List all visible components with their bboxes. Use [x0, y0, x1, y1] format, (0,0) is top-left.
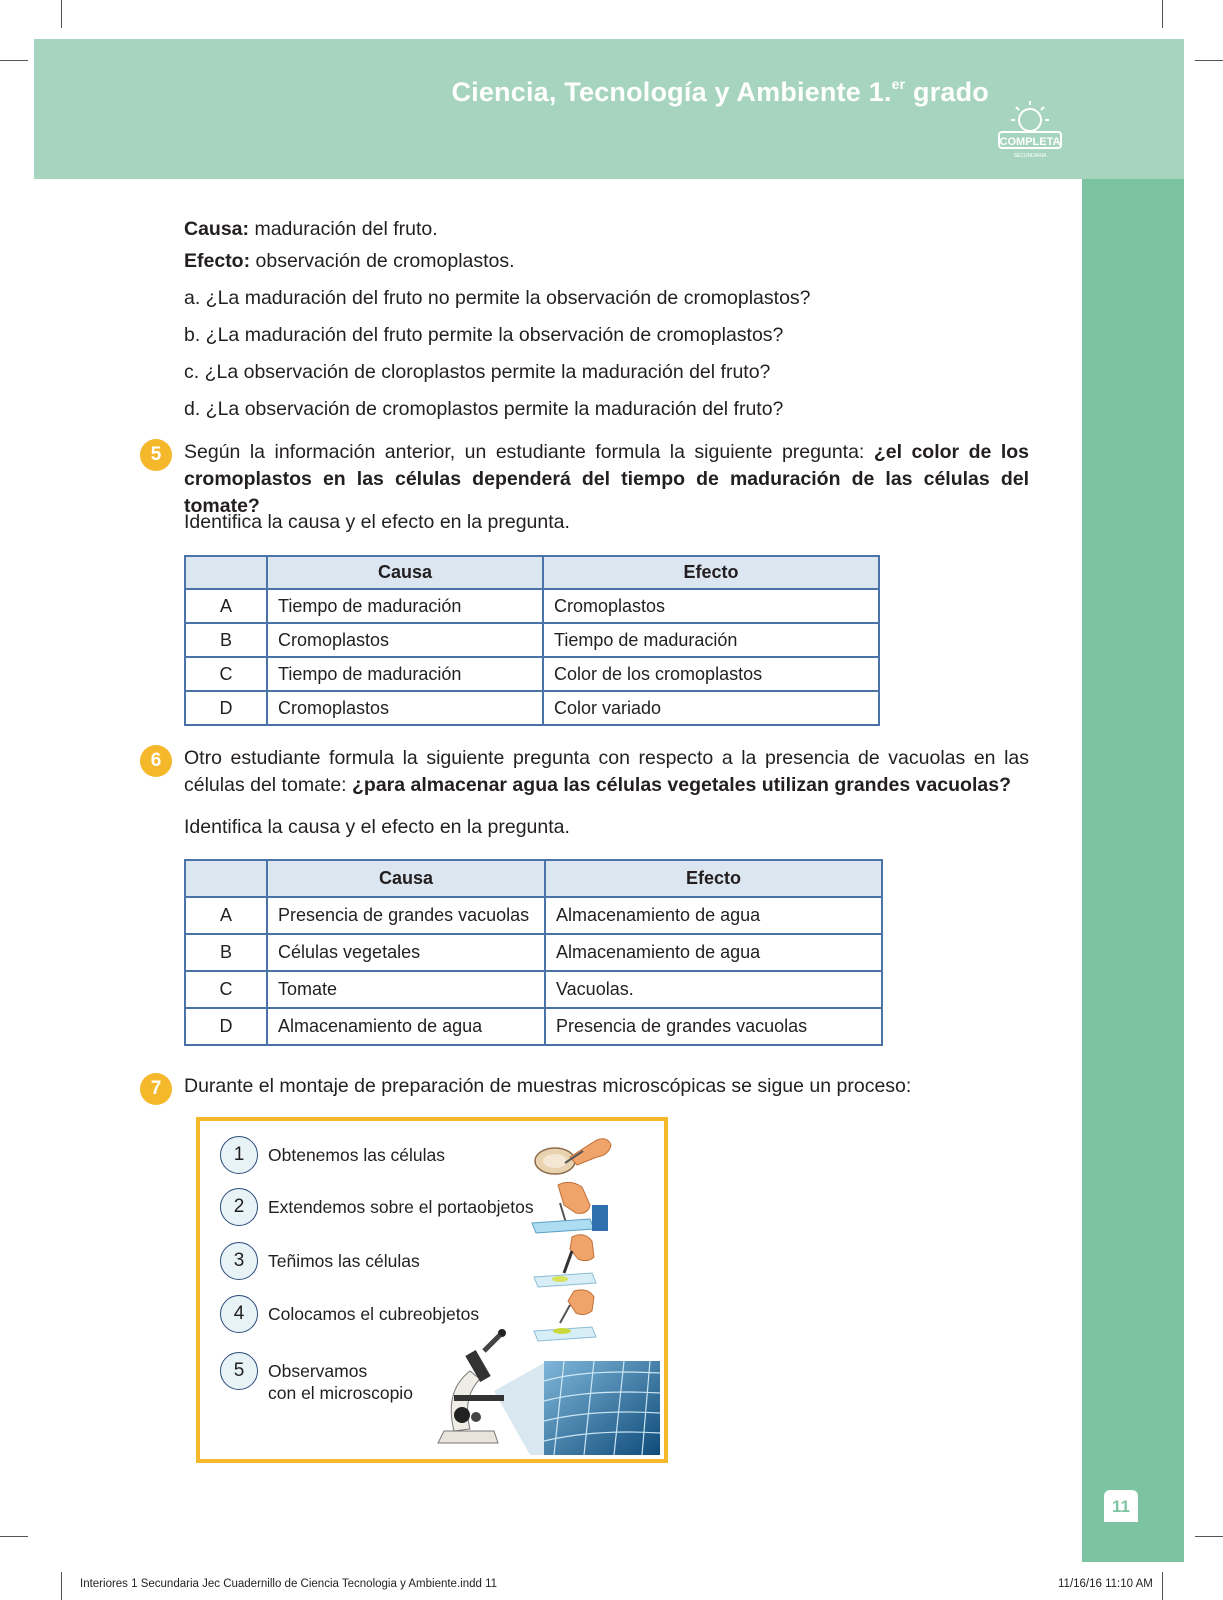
- question-5-text: Según la información anterior, un estudiante formula la siguiente pregunta: ¿el color de los cromoplastos en las células dependerá del tiempo de maduración de las células del tomate?: [184, 441, 1029, 517]
- question-6-instruction: Identifica la causa y el efecto en la pregunta.: [184, 816, 570, 838]
- crop-mark: [0, 1536, 28, 1537]
- cause-cell: Células vegetales: [267, 934, 545, 971]
- table-row: [185, 691, 879, 725]
- row-letter: C: [185, 971, 267, 1008]
- causa-line: Causa: maduración del fruto.: [184, 218, 438, 240]
- crop-mark: [1162, 1572, 1163, 1600]
- effect-cell: Presencia de grandes vacuolas: [545, 1008, 882, 1045]
- row-letter: B: [185, 934, 267, 971]
- option-b: b. ¿La maduración del fruto permite la observación de cromoplastos?: [184, 324, 784, 346]
- crop-mark: [61, 1572, 62, 1600]
- cause-cell: Almacenamiento de agua: [267, 1008, 545, 1045]
- hand-dropper-illustration: [530, 1233, 615, 1288]
- effect-cell: Almacenamiento de agua: [545, 897, 882, 934]
- row-letter: D: [185, 691, 267, 725]
- svg-text:SECUNDARIA: SECUNDARIA: [1013, 153, 1047, 159]
- table-header-cell: Causa: [267, 860, 545, 897]
- crop-mark: [0, 60, 28, 61]
- table-row: [185, 934, 882, 971]
- row-letter: C: [185, 657, 267, 691]
- option-a: a. ¿La maduración del fruto no permite la observación de cromoplastos?: [184, 287, 811, 309]
- effect-cell: Cromoplastos: [543, 589, 879, 623]
- effect-cell: Color de los cromoplastos: [543, 657, 879, 691]
- table-header-cell: Causa: [267, 556, 543, 589]
- efecto-line: Efecto: observación de cromoplastos.: [184, 250, 515, 272]
- cause-cell: Presencia de grandes vacuolas: [267, 897, 545, 934]
- cause-cell: Tiempo de maduración: [267, 657, 543, 691]
- hand-slide-illustration: [530, 1179, 615, 1234]
- row-letter: B: [185, 623, 267, 657]
- step-number: 4: [220, 1295, 258, 1333]
- table-header-row: [185, 860, 882, 897]
- step-label: Obtenemos las células: [268, 1145, 446, 1165]
- crop-mark: [1195, 60, 1223, 61]
- footer-file-info: Interiores 1 Secundaria Jec Cuadernillo de Ciencia Tecnologia y Ambiente.indd 11: [80, 1578, 498, 1590]
- process-box: [196, 1117, 668, 1463]
- cause-cell: Tomate: [267, 971, 545, 1008]
- step-label: Extendemos sobre el portaobjetos: [268, 1197, 534, 1217]
- table-row: [185, 897, 882, 934]
- question-7-text: Durante el montaje de preparación de muestras microscópicas se sigue un proceso:: [184, 1075, 912, 1097]
- page-number: 11: [1104, 1490, 1138, 1522]
- step-number: 1: [220, 1136, 258, 1174]
- effect-cell: Almacenamiento de agua: [545, 934, 882, 971]
- table-header-cell: Efecto: [543, 556, 879, 589]
- cause-cell: Cromoplastos: [267, 623, 543, 657]
- step-number: 5: [220, 1352, 258, 1390]
- jec-logo: [985, 96, 1075, 162]
- crop-mark: [61, 0, 62, 28]
- q5-cause-effect-table: [184, 555, 880, 726]
- step-number: 3: [220, 1242, 258, 1280]
- table-row: [185, 589, 879, 623]
- row-letter: A: [185, 897, 267, 934]
- question-number-5: 5: [140, 439, 172, 471]
- cause-cell: Cromoplastos: [267, 691, 543, 725]
- page-title: Ciencia, Tecnología y Ambiente 1.$^{er}$ grado: [451, 76, 989, 107]
- effect-cell: Color variado: [543, 691, 879, 725]
- footer-date-time: 11/16/16 11:10 AM: [1058, 1578, 1153, 1590]
- table-header-row: [185, 556, 879, 589]
- option-d: d. ¿La observación de cromoplastos permite la maduración del fruto?: [184, 398, 784, 420]
- table-header-cell: [185, 556, 267, 589]
- crop-mark: [1162, 0, 1163, 28]
- side-bar: [1082, 179, 1184, 1562]
- question-6-text: Otro estudiante formula la siguiente pregunta con respecto a la presencia de vacuolas en las células del tomate: ¿para almacenar agua las células vegetales utilizan grandes vacuolas?: [184, 747, 1029, 796]
- table-header-cell: [185, 860, 267, 897]
- effect-cell: Tiempo de maduración: [543, 623, 879, 657]
- step-number: 2: [220, 1188, 258, 1226]
- crop-mark: [1195, 1536, 1223, 1537]
- question-number-7: 7: [140, 1073, 172, 1105]
- table-row: [185, 623, 879, 657]
- question-number-6: 6: [140, 745, 172, 777]
- row-letter: D: [185, 1008, 267, 1045]
- cause-cell: Tiempo de maduración: [267, 589, 543, 623]
- row-letter: A: [185, 589, 267, 623]
- option-c: c. ¿La observación de cloroplastos permite la maduración del fruto?: [184, 361, 771, 383]
- table-row: [185, 657, 879, 691]
- microscope-illustration: [414, 1321, 660, 1455]
- effect-cell: Vacuolas.: [545, 971, 882, 1008]
- hand-cells-illustration: [525, 1127, 615, 1182]
- question-5-instruction: Identifica la causa y el efecto en la pregunta.: [184, 511, 570, 533]
- table-header-cell: Efecto: [545, 860, 882, 897]
- step-label: Observamos con el microscopio: [268, 1361, 413, 1403]
- q6-cause-effect-table: [184, 859, 883, 1046]
- table-row: [185, 971, 882, 1008]
- step-label: Teñimos las células: [268, 1251, 420, 1271]
- svg-text:COMPLETA: COMPLETA: [999, 136, 1061, 148]
- table-row: [185, 1008, 882, 1045]
- step-label: Colocamos el cubreobjetos: [268, 1304, 480, 1324]
